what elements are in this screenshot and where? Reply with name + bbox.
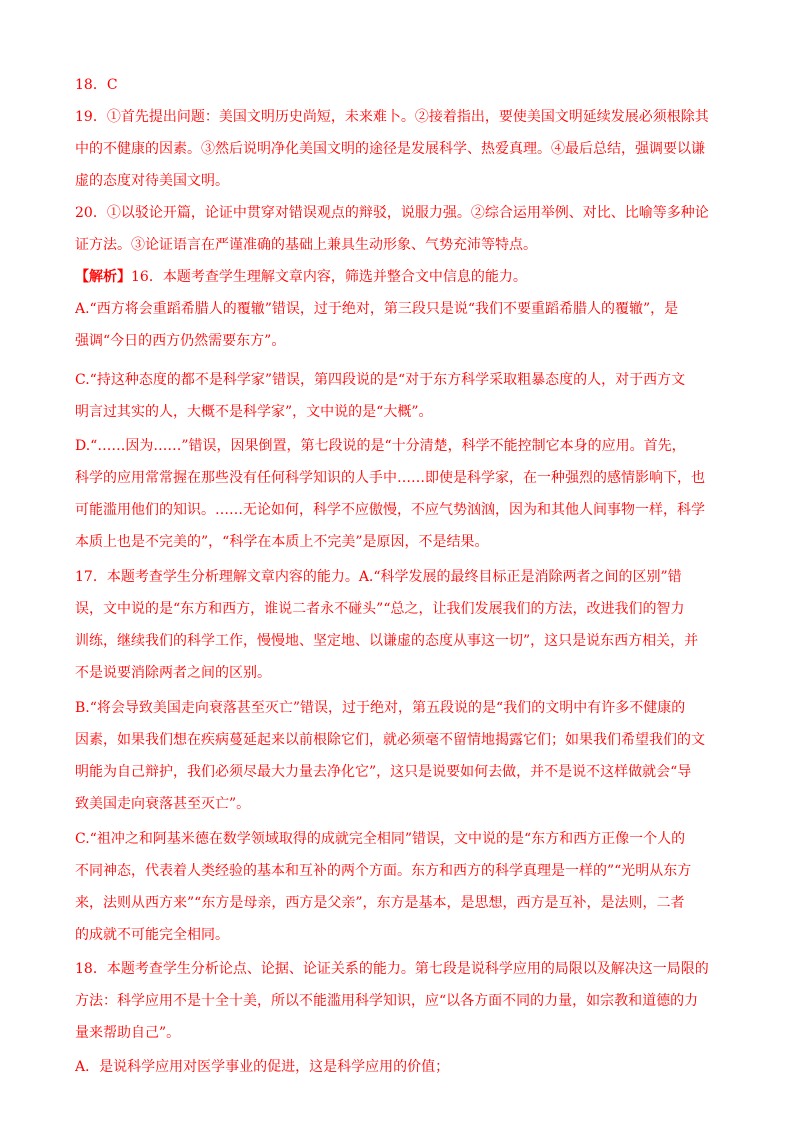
analysis-17-line-1: 17．本题考查学生分析理解文章内容的能力。A.“科学发展的最终目标正是消除两者之间的区别”错: [75, 569, 682, 585]
analysis-18-line-3: 量来帮助自己”。: [75, 1025, 181, 1041]
analysis-16-d-line-4: 本质上也是不完美的”，“科学在本质上不完美”是原因，不是结果。: [75, 534, 489, 550]
analysis-17-c-line-1: C.“祖冲之和阿基米德在数学领域取得的成就完全相同”错误，文中说的是“东方和西方正像一个人的: [75, 831, 686, 847]
analysis-18-line-1: 18．本题考查学生分析论点、论据、论证关系的能力。第七段是说科学应用的局限以及解决这一局限的: [75, 961, 709, 977]
analysis-17-c-line-2: 不同神态，代表着人类经验的基本和互补的两个方面。东方和西方的科学真理是一样的”“光明从东方: [75, 863, 692, 879]
analysis-17-line-4: 不是说要消除两者之间的区别。: [75, 665, 271, 681]
analysis-17-c-line-4: 的成就不可能完全相同。: [75, 927, 229, 943]
analysis-17-b-line-2: 因素，如果我们想在疾病蔓延起来以前根除它们，就必须毫不留情地揭露它们；如果我们希望我们的文: [75, 732, 705, 748]
analysis-tag: 【解析】: [75, 269, 131, 285]
analysis-17-line-2: 误，文中说的是“东方和西方，谁说二者永不碰头”“总之，让我们发展我们的方法，改进我们的智力: [75, 601, 685, 617]
analysis-16-intro: 16．本题考查学生理解文章内容，筛选并整合文中信息的能力。: [131, 269, 527, 285]
analysis-16-c-line-1: C.“持这种态度的都不是科学家”错误，第四段说的是“对于东方科学采取粗暴态度的人，对于西方文: [75, 372, 686, 388]
analysis-16-a-line-2: 强调“今日的西方仍然需要东方”。: [75, 333, 286, 349]
analysis-17-line-3: 训练，继续我们的科学工作，慢慢地、坚定地、以谦虚的态度从事这一切”，这只是说东西方相关，并: [75, 633, 699, 649]
analysis-16-d-line-2: 科学的应用常常握在那些没有任何科学知识的人手中……即使是科学家，在一种强烈的感情影响下，也: [75, 470, 705, 486]
analysis-16-d-line-3: 可能滥用他们的知识。……无论如何，科学不应傲慢，不应气势汹汹，因为和其他人间事物一样，科学: [75, 502, 705, 518]
analysis-16-c-line-2: 明言过其实的人，大概不是科学家”，文中说的是“大概”。: [75, 404, 433, 420]
analysis-16-d-line-1: D.“……因为……”错误，因果倒置，第七段说的是“十分清楚，科学不能控制它本身的应用。首先，: [75, 438, 686, 454]
analysis-16-a-line-1: A.“西方将会重蹈希腊人的覆辙”错误，过于绝对，第三段只是说“我们不要重蹈希腊人的覆辙”，是: [75, 301, 679, 317]
analysis-18-a-line-1: A．是说科学应用对医学事业的促进，这是科学应用的价值；: [75, 1059, 450, 1075]
analysis-heading-line: [75, 262, 735, 292]
answer-20-line-1: 20．①以驳论开篇，论证中贯穿对错误观点的辩驳，说服力强。②综合运用举例、对比、比喻等多种论: [75, 205, 709, 221]
answer-19-line-2: 中的不健康的因素。③然后说明净化美国文明的途径是发展科学、热爱真理。④最后总结，强调要以谦: [75, 141, 705, 157]
analysis-17-b-line-1: B.“将会导致美国走向衰落甚至灭亡”错误，过于绝对，第五段说的是“我们的文明中有许多不健康的: [75, 700, 686, 716]
answer-18: 18．C: [75, 77, 118, 93]
analysis-17-b-line-4: 致美国走向衰落甚至灭亡”。: [75, 796, 251, 812]
analysis-17-c-line-3: 来，法则从西方来”“东方是母亲，西方是父亲”，东方是基本，是思想，西方是互补，是法则，二者: [75, 895, 685, 911]
answer-19-line-1: 19．①首先提出问题：美国文明历史尚短，未来难卜。②接着指出，要使美国文明延续发展必须根除其: [75, 109, 709, 125]
answer-20-line-2: 证方法。③论证语言在严谨准确的基础上兼具生动形象、气势充沛等特点。: [75, 237, 537, 253]
answer-19-line-3: 虚的态度对待美国文明。: [75, 173, 229, 189]
analysis-17-b-line-3: 明能为自己辩护，我们必须尽最大力量去净化它”，这只是说要如何去做，并不是说不这样做就会“导: [75, 764, 692, 780]
analysis-18-line-2: 方法：科学应用不是十全十美，所以不能滥用科学知识，应“以各方面不同的力量，如宗教和道德的力: [75, 993, 699, 1009]
